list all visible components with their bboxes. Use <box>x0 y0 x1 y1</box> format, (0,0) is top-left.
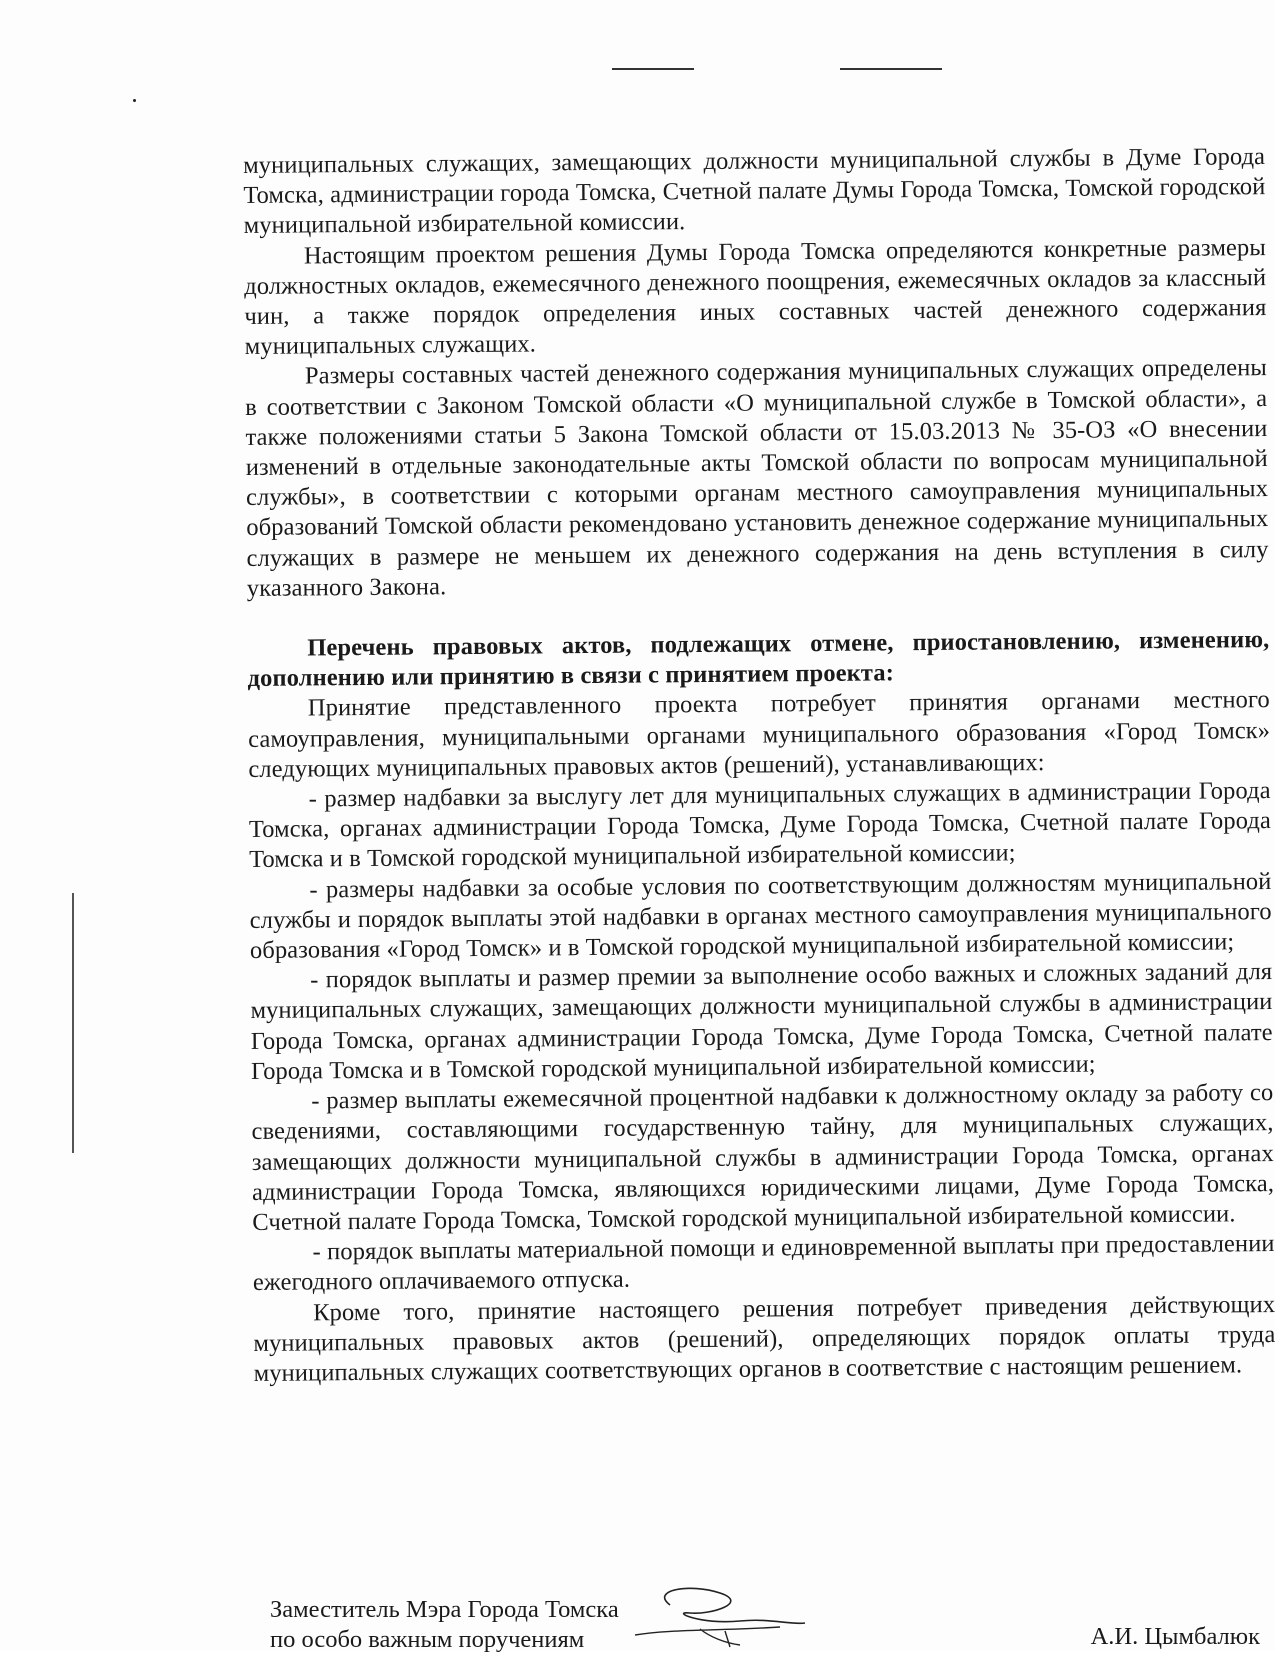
signatory-title: Заместитель Мэра Города Томска <box>270 1596 619 1623</box>
signatory-name: А.И. Цымбалюк <box>1090 1623 1260 1650</box>
signature-block <box>270 1595 1260 1655</box>
signatory-title-line2: по особо важным поручениям <box>270 1626 585 1653</box>
header-line-right <box>840 68 942 70</box>
header-line-left <box>612 68 694 70</box>
paragraph-intro: Принятие представленного проекта потребует принятия органами местного самоуправления, муниципальными органами муниципального образования «Город Томск» следующих муниципальных правовых актов (решений), устанавливающих: <box>248 686 1271 783</box>
paragraph: Настоящим проектом решения Думы Города Томска определяются конкретные размеры должностных окладов, ежемесячного денежного поощрения, ежемесячных окладов за классный чин, а также порядок определения иных составных частей денежного содержания муниципальных служащих. <box>244 233 1267 361</box>
list-item: - размеры надбавки за особые условия по соответствующим должностям муниципальной службы и порядок выплаты этой надбавки в органах местного самоуправления муниципального образования «Город Томск» и в Томской городской муниципальной избирательной комиссии; <box>249 867 1272 965</box>
document-body <box>243 142 1275 1389</box>
list-item: - порядок выплаты материальной помощи и единовременной выплаты при предоставлении ежегодного оплачиваемого отпуска. <box>252 1230 1275 1297</box>
paragraph-continuation: муниципальных служащих, замещающих должности муниципальной службы в Думе Города Томска, администрации города Томска, Счетной палате Думы Города Томска, Томской городской муниципальной избирательной комиссии. <box>243 143 1266 240</box>
paragraph: Размеры составных частей денежного содержания муниципальных служащих определены в соответствии с Законом Томской области «О муниципальной службе в Томской области», а также положениями статьи 5 Закона Томской области от 15.03.2013 № 35-ОЗ «О внесении изменений в отдельные законодательные акты Томской области по вопросам муниципальной службы», в соответствии с которыми органам местного самоуправления муниципальных образований Томской области рекомендовано установить денежное содержание муниципальных служащих в размере не меньшем их денежного содержания на день вступления в силу указанного Закона. <box>245 354 1269 602</box>
section-heading: Перечень правовых актов, подлежащих отмене, приостановлению, изменению, дополнению или принятию в связи с принятием проекта: <box>247 626 1270 693</box>
list-item: - размер выплаты ежемесячной процентной надбавки к должностному окладу за работу со сведениями, составляющими государственную тайну, для муниципальных служащих, замещающих должности муниципальной службы в администрации Города Томска, органах администрации Города Томска, являющихся юридическими лицами, Думе Города Томска, Счетной палате Города Томска, Томской городской муниципальной избирательной комиссии. <box>251 1079 1275 1236</box>
list-item: - порядок выплаты и размер премии за выполнение особо важных и сложных заданий для муниципальных служащих, замещающих должности муниципальной службы в администрации Города Томска, органах администрации Города Томска, Думе Города Томска, Счетной палате Города Томска и в Томской городской муниципальной избирательной комиссии; <box>250 958 1273 1085</box>
margin-mark <box>72 893 74 1153</box>
list-item: - размер надбавки за выслугу лет для муниципальных служащих в администрации Города Томска, органах администрации Города Томска, Думе Города Томска, Счетной палате Города Томска и в Томской городской муниципальной избирательной комиссии; <box>248 777 1272 874</box>
paragraph-closing: Кроме того, принятие настоящего решения потребует приведения действующих муниципальных правовых актов (решений), определяющих порядок оплаты труда муниципальных служащих соответствующих органов в соответствие с настоящим решением. <box>253 1290 1275 1387</box>
scan-dot <box>133 99 136 102</box>
